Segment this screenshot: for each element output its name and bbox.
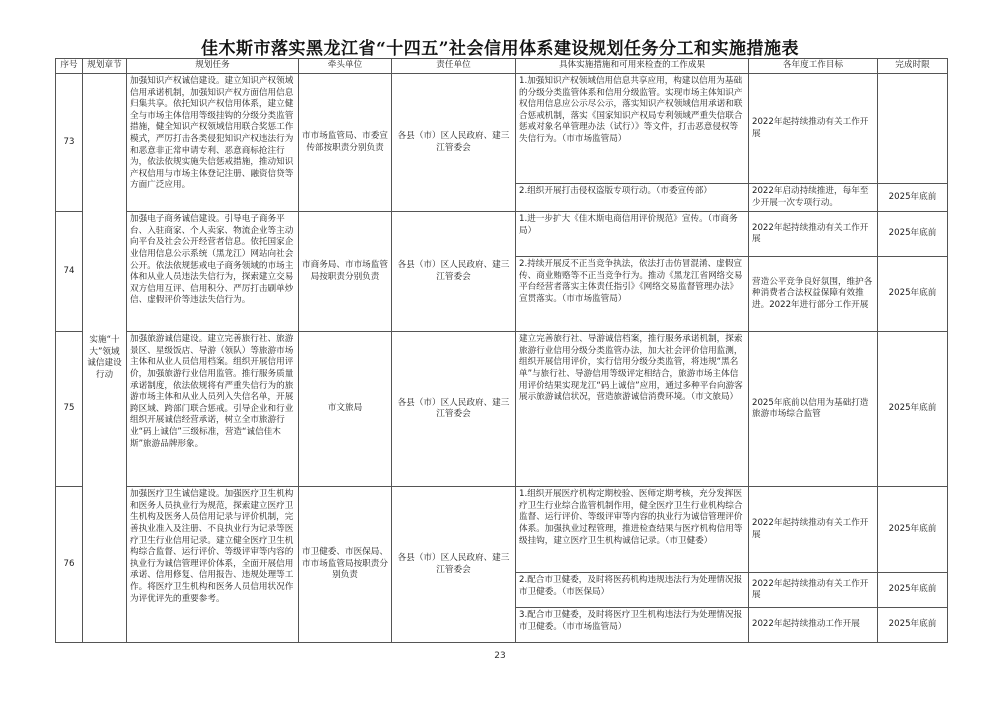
responsible-unit: 各县（市）区人民政府、建三江管委会 <box>392 74 516 212</box>
header-deadline: 完成时限 <box>878 59 948 74</box>
header-task: 规划任务 <box>127 59 299 74</box>
annual-goal: 2022年起持续推动有关工作开展 <box>749 573 878 608</box>
page-number: 23 <box>494 651 506 661</box>
deadline: 2025年底前 <box>878 332 948 487</box>
responsible-unit: 各县（市）区人民政府、建三江管委会 <box>392 332 516 487</box>
deadline: 2025年底前 <box>878 487 948 573</box>
deadline: 2025年底前 <box>878 573 948 608</box>
annual-goal: 2022年起持续推动有关工作开展 <box>749 487 878 573</box>
table-row <box>56 74 948 184</box>
section-label: 实施“十大”领域诚信建设行动 <box>83 74 127 643</box>
task-text: 加强电子商务诚信建设。引导电子商务平台、入驻商家、个人卖家、物流企业等主动向平台及社会公开经营者信息。依托国家企业信用信息公示系统（黑龙江）网站向社会公开。依法依规惩戒电子商务领域的市场主体和从业人员违法失信行为，探索建立交易双方信用互评、信用积分、严厉打击刷单炒信、虚假评价等违法失信行为。 <box>127 212 299 332</box>
page-title: 佳木斯市落实黑龙江省“十四五”社会信用体系建设规划任务分工和实施措施表 <box>200 39 800 59</box>
measure-text: 1.组织开展医疗机构定期校验、医师定期考核，充分发挥医疗卫生行业综合监管机制作用，健全医疗卫生行业机构综合监督、运行评价、等级评审等内容的执业行为诚信管理评价体系。加强执业过程管理，推进检查结果与医疗机构信用等级挂钩，建立医疗卫生机构诚信记录。（市卫健委） <box>516 487 749 573</box>
row-number: 75 <box>56 332 83 487</box>
row-number: 74 <box>56 212 83 332</box>
measure-text: 1.加强知识产权领域信用信息共享应用，构建以信用为基础的分级分类监管体系和信用分级监管。实现市场主体知识产权信用信息应公示尽公示，落实知识产权领域信用承诺和联合惩戒机制，落实《国家知识产权局专利领域严重失信联合惩戒对象名单管理办法（试行）》等文件，打击恶意侵权等失信行为。（市市场监管局） <box>516 74 749 184</box>
annual-goal: 2022年起持续推动工作开展 <box>749 608 878 643</box>
table-row <box>56 212 948 257</box>
responsible-unit: 各县（市）区人民政府、建三江管委会 <box>392 212 516 332</box>
deadline <box>878 74 948 184</box>
lead-unit: 市市场监管局、市委宣传部按职责分别负责 <box>299 74 392 212</box>
table-header-row <box>56 59 948 74</box>
measure-text: 2.配合市卫健委，及时将医药机构违规违法行为处理情况报市卫健委。（市医保局） <box>516 573 749 608</box>
header-no: 序号 <box>56 59 83 74</box>
header-lead: 牵头单位 <box>299 59 392 74</box>
measure-text: 3.配合市卫健委，及时将医疗卫生机构违法行为处理情况报市卫健委。（市市场监管局） <box>516 608 749 643</box>
annual-goal: 营造公平竞争良好氛围，维护各种消费者合法权益保障有效推进。2022年进行部分工作开展 <box>749 257 878 332</box>
responsible-unit: 各县（市）区人民政府、建三江管委会 <box>392 487 516 643</box>
row-number: 76 <box>56 487 83 643</box>
lead-unit: 市文旅局 <box>299 332 392 487</box>
deadline: 2025年底前 <box>878 212 948 257</box>
lead-unit: 市商务局、市市场监管局按职责分别负责 <box>299 212 392 332</box>
header-resp: 责任单位 <box>392 59 516 74</box>
task-text: 加强旅游诚信建设。建立完善旅行社、旅游景区、星级饭店、导游（领队）等旅游市场主体和从业人员信用档案。组织开展信用评价，加强旅游行业信用监管。推行服务质量承诺制度，依法依规将有严重失信行为的旅游市场主体和从业人员列入失信名单，开展跨区域、跨部门联合惩戒。引导企业和行业组织开展诚信经营承诺，树立全市旅游行业“码上诚信”三级标准，营造“诚信佳木斯”旅游品牌形象。 <box>127 332 299 487</box>
measure-text: 1.进一步扩大《佳木斯电商信用评价规范》宣传。（市商务局） <box>516 212 749 257</box>
deadline: 2025年底前 <box>878 608 948 643</box>
lead-unit: 市卫健委、市医保局、市市场监管局按职责分别负责 <box>299 487 392 643</box>
measure-text: 2.组织开展打击侵权盗版专项行动。（市委宣传部） <box>516 184 749 212</box>
task-text: 加强知识产权诚信建设。建立知识产权领域信用承诺机制，加强知识产权方面信用信息归集共享。依托知识产权信用体系，建立健全与市场主体信用等级挂钩的分级分类监管措施，健全知识产权领域信用联合奖惩工作模式，严厉打击各类侵犯知识产权违法行为和恶意非正常申请专利、恶意商标抢注行为，依法依规实施失信惩戒措施，推动知识产权信用与市场主体登记注册、融资信贷等方面广泛应用。 <box>127 74 299 212</box>
annual-goal: 2022年起持续推动有关工作开展 <box>749 74 878 184</box>
header-measures: 具体实施措施和可用来检查的工作成果 <box>516 59 749 74</box>
annual-goal: 2025年底前以信用为基础打造旅游市场综合监管 <box>749 332 878 487</box>
table-row <box>56 332 948 487</box>
header-goal: 各年度工作目标 <box>749 59 878 74</box>
annual-goal: 2022年启动持续推进，每年至少开展一次专项行动。 <box>749 184 878 212</box>
deadline: 2025年底前 <box>878 257 948 332</box>
task-text: 加强医疗卫生诚信建设。加强医疗卫生机构和医务人员执业行为规范，探索建立医疗卫生机构及医务人员信用记录与评价机制，完善执业准入及注册、不良执业行为记录等医疗卫生行业信用记录。建立健全医疗卫生机构综合监督、运行评价、等级评审等内容的执业行为诚信管理评价体系，全面开展信用承诺、信用修复、信用报告、违规处理等工作。将医疗卫生机构和医务人员信用状况作为评优评先的重要参考。 <box>127 487 299 643</box>
deadline: 2025年底前 <box>878 184 948 212</box>
table-row <box>56 487 948 573</box>
header-chapter: 规划章节 <box>83 59 127 74</box>
measure-text: 建立完善旅行社、导游诚信档案，推行服务承诺机制，探索旅游行业信用分级分类监管办法，加大社会评价信用监测，组织开展信用评价，实行信用分级分类监管，将违规“黑名单”与旅行社、导游信用等级评定相结合，旅游市场主体信用评价结果实现龙江“码上诚信”应用，通过多种平台向游客展示旅游诚信状况，营造旅游诚信消费环境。（市文旅局） <box>516 332 749 487</box>
annual-goal: 2022年起持续推动有关工作开展 <box>749 212 878 257</box>
measure-text: 2.持续开展反不正当竞争执法，依法打击仿冒混淆、虚假宣传、商业贿赂等不正当竞争行为。推动《黑龙江省网络交易平台经营者落实主体责任指引》《网络交易监督管理办法》宣贯落实。（市市场监管局） <box>516 257 749 332</box>
row-number: 73 <box>56 74 83 212</box>
task-table <box>55 58 948 643</box>
